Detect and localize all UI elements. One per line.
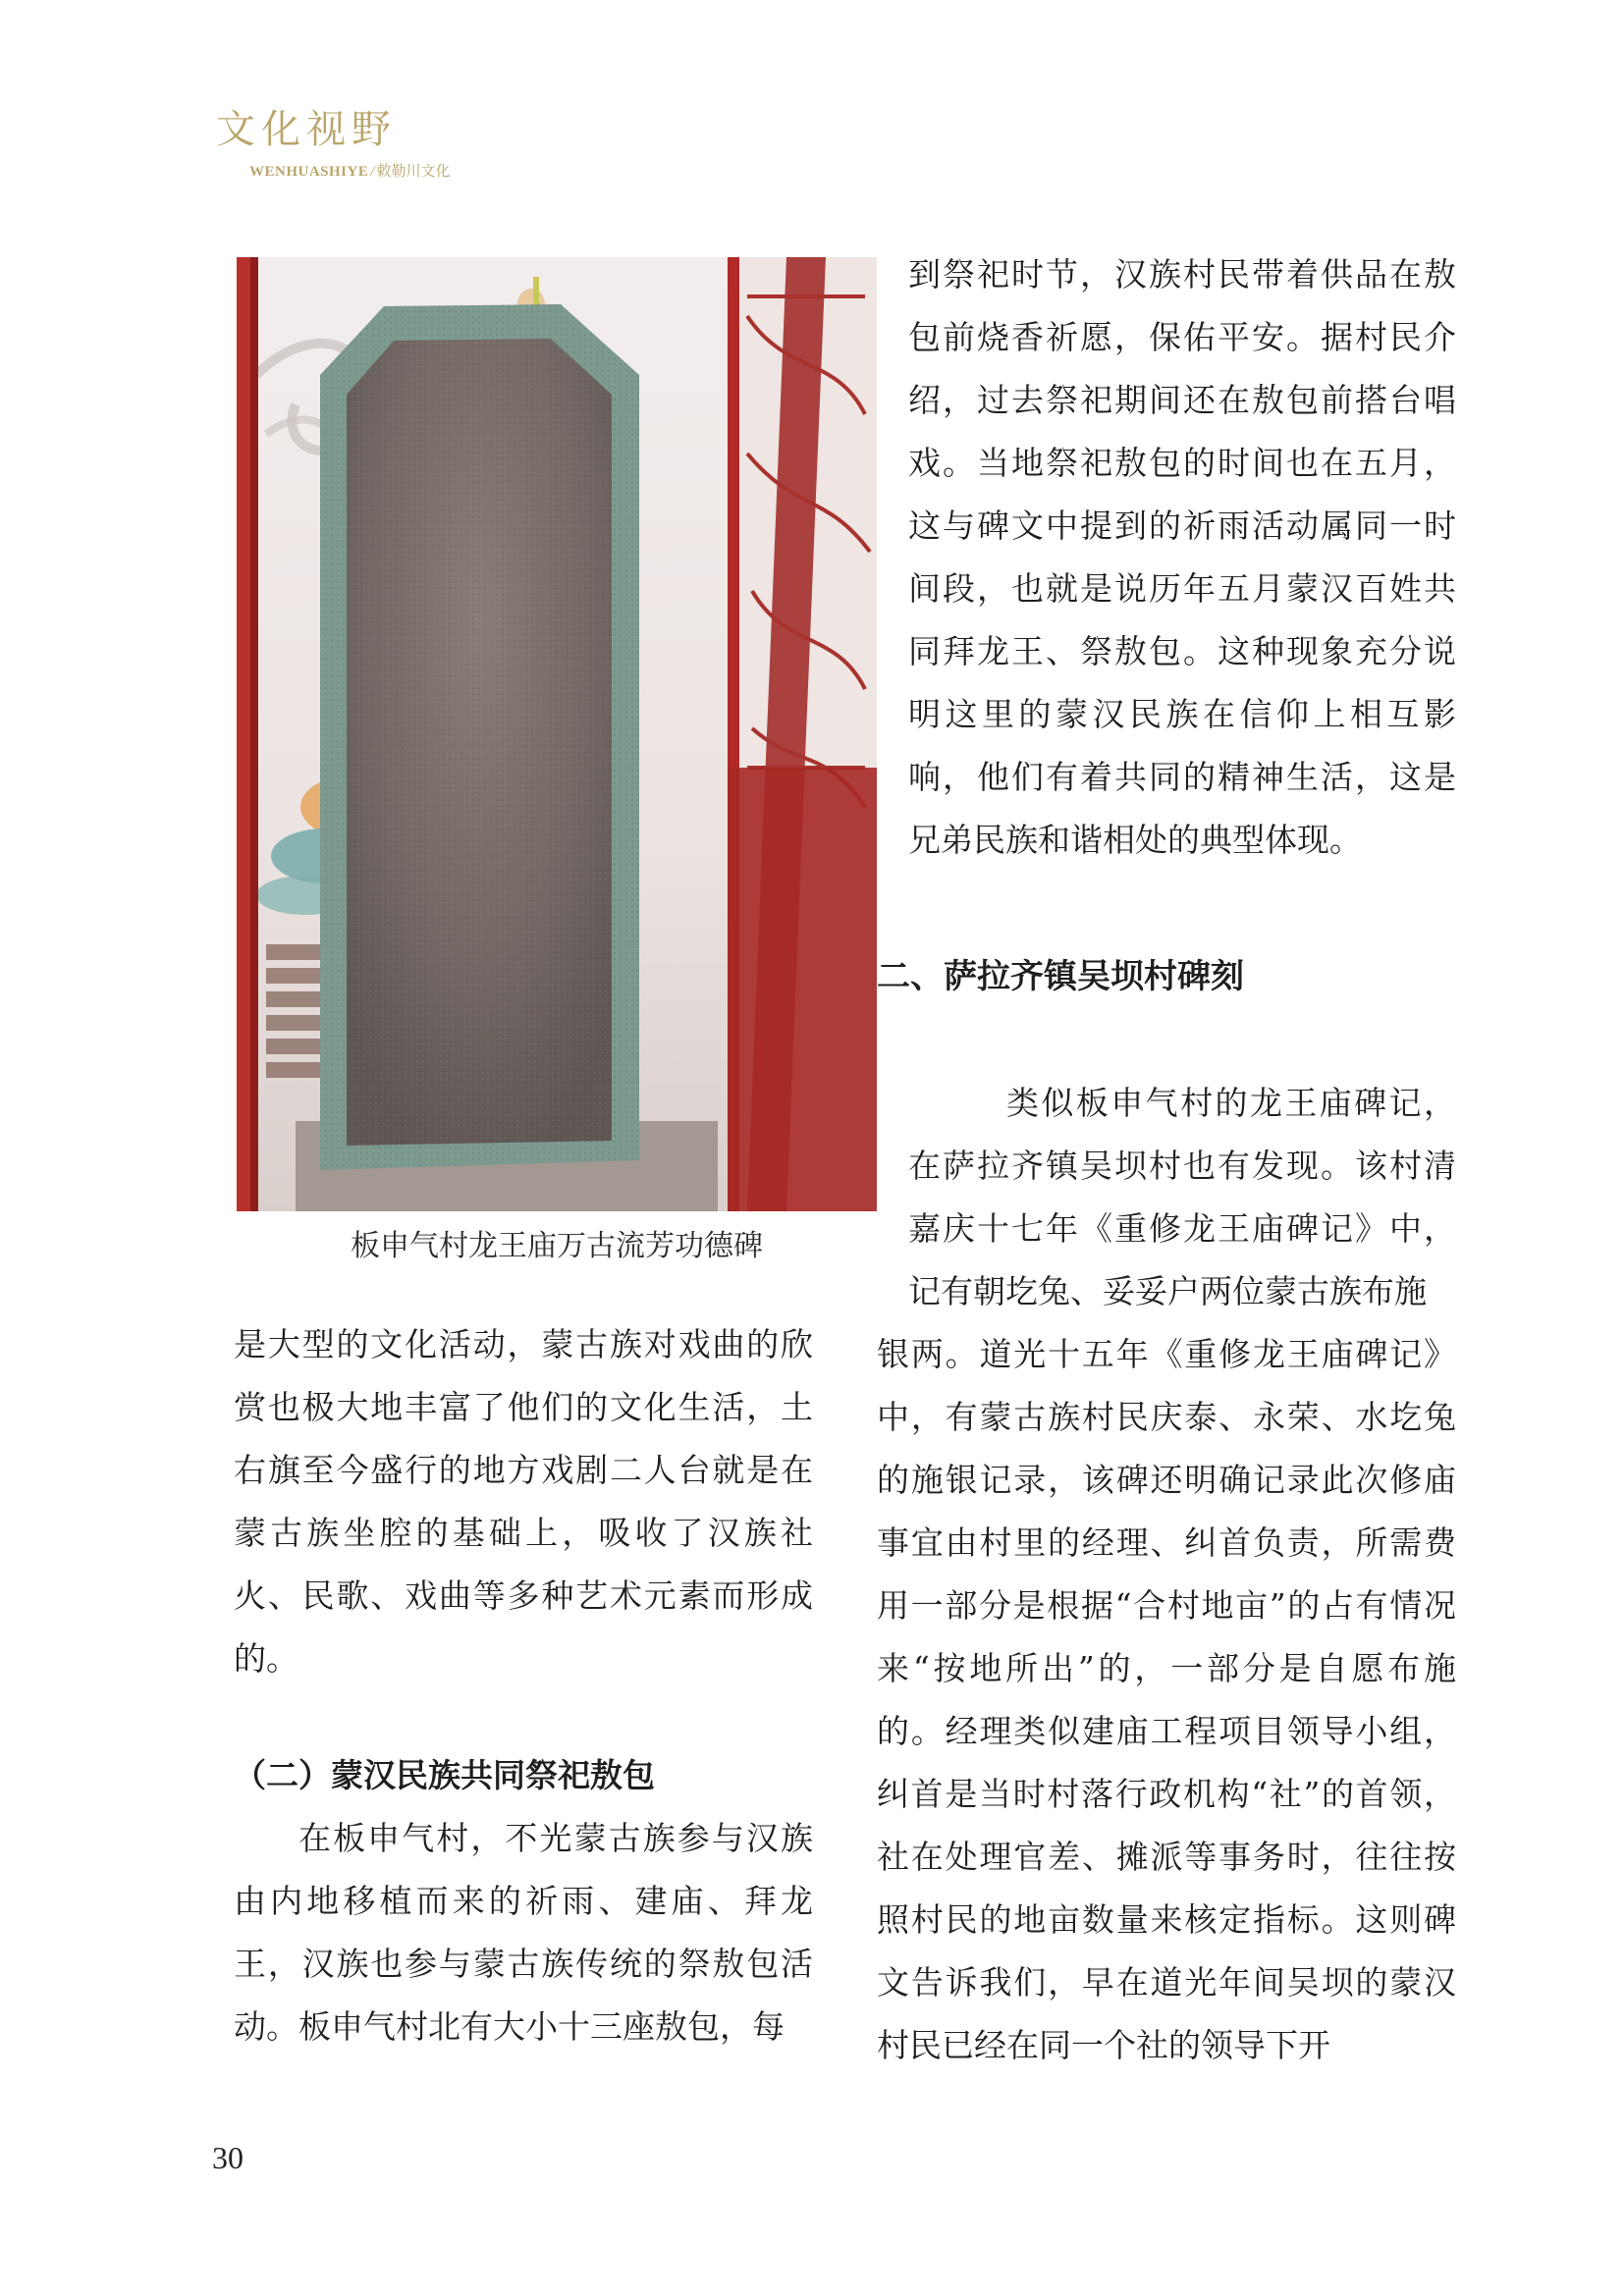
section-title-header: 文化视野 (216, 107, 397, 152)
stele-photo (237, 257, 877, 1211)
section-heading: 二、萨拉齐镇吴坝村碑刻 (877, 957, 1244, 996)
paragraph: 到祭祀时节，汉族村民带着供品在敖包前烧香祈愿，保佑平安。据村民介绍，过去祭祀期间还在敖包前搭台唱戏。当地祭祀敖包的时间也在五月，这与碑文中提到的祈雨活动属同一时间段，也就是说历年五月蒙汉百姓共同拜龙王、祭敖包。这种现象充分说明这里的蒙汉民族在信仰上相互影响，他们有着共同的精神生活，这是兄弟民族和谐相处的典型体现。 (908, 255, 1456, 859)
paragraph-continued: 银两。道光十五年《重修龙王庙碑记》中，有蒙古族村民庆泰、永荣、水圪兔的施银记录，该碑还明确记录此次修庙事宜由村里的经理、纠首负责，所需费用一部分是根据“合村地亩”的占有情况来“按地所出”的，一部分是自愿布施的。经理类似建庙工程项目领导小组，纠首是当时村落行政机构“社”的首领，社在处理官差、摊派等事务时，往往按照村民的地亩数量来核定指标。这则碑文告诉我们，早在道光年间吴坝的蒙汉村民已经在同一个社的领导下开 (877, 1335, 1456, 2064)
page-number: 30 (212, 2140, 244, 2175)
subheading: （二）蒙汉民族共同祭祀敖包 (234, 1756, 655, 1794)
figure-caption: 板申气村龙王庙万古流芳功德碑 (351, 1229, 763, 1263)
section-subtitle-separator: / (370, 164, 375, 180)
paragraph: 类似板申气村的龙王庙碑记，在萨拉齐镇吴坝村也有发现。该村清嘉庆十七年《重修龙王庙碑记》中，记有朝圪兔、妥妥户两位蒙古族布施 (908, 1084, 1456, 1310)
section-subtitle-cn: 敕勒川文化 (376, 164, 451, 180)
section-subtitle-en: WENHUASHIYE (249, 164, 369, 180)
right-column (877, 243, 1456, 2077)
paragraph: 在板申气村，不光蒙古族参与汉族由内地移植而来的祈雨、建庙、拜龙王，汉族也参与蒙古族传统的祭敖包活动。板申气村北有大小十三座敖包，每 (234, 1819, 813, 2046)
section-subtitle (249, 165, 451, 180)
left-column (234, 1313, 813, 2058)
paragraph: 是大型的文化活动，蒙古族对戏曲的欣赏也极大地丰富了他们的文化生活，土右旗至今盛行的地方戏剧二人台就是在蒙古族坐腔的基础上，吸收了汉族社火、民歌、戏曲等多种艺术元素而形成的。 (234, 1325, 813, 1678)
